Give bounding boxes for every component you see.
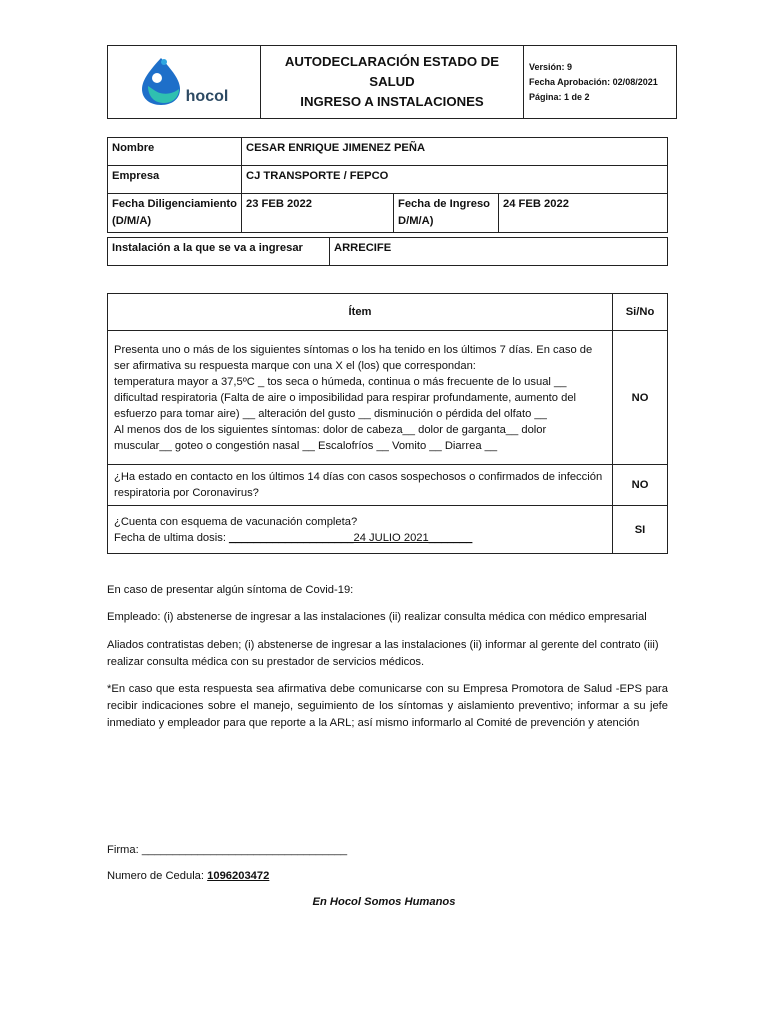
hocol-logo	[140, 56, 229, 106]
empresa-value: CJ TRANSPORTE / FEPCO	[242, 166, 668, 194]
fecha-ing-label-2: D/M/A)	[398, 215, 434, 227]
fecha-diligenciamiento-label	[108, 194, 242, 233]
item-3-text	[108, 506, 613, 554]
fecha-diligenciamiento-value: 23 FEB 2022	[242, 194, 394, 233]
contratistas-instructions: Aliados contratistas deben; (i) abstenerse de ingresar a las instalaciones (ii) informar al gerente del contrato (iii) realizar consulta médica con su prestador de servicios médicos.	[107, 639, 659, 668]
item-1-line: dificultad respiratoria (Falta de aire o imposibilidad para respirar profundamente, aumento del	[114, 391, 577, 404]
item-1-answer: NO	[613, 331, 668, 465]
item-3-answer: SI	[613, 506, 668, 554]
item-1-line: esfuerzo para tomar aire) __ alteración del gusto __ disminución o pérdida del olfato __	[114, 407, 547, 420]
instalacion-table	[107, 237, 668, 266]
item-1-line: muscular__ goteo o congestión nasal __ Escalofríos __ Vomito __ Diarrea __	[114, 439, 498, 452]
item-2-line: ¿Ha estado en contacto en los últimos 14 días con casos sospechosos o confirmados de infección	[114, 471, 603, 483]
hocol-drop-icon	[140, 56, 182, 106]
document-meta	[524, 46, 677, 119]
logo-cell	[108, 46, 261, 119]
table-row	[108, 506, 668, 554]
page-number: Página: 1 de 2	[529, 91, 590, 102]
item-1-line: Presenta uno o más de los siguientes síntomas o los ha tenido en los últimos 7 días. En caso de	[114, 343, 593, 356]
nombre-label: Nombre	[108, 138, 242, 166]
table-row	[108, 465, 668, 506]
fecha-dil-label-1: Fecha Diligenciamiento	[112, 198, 237, 210]
firma-label: Firma:	[107, 844, 142, 856]
firma-line: _________________________________	[141, 844, 348, 856]
dose-label: Fecha de ultima dosis:	[114, 531, 230, 544]
item-1-line: Al menos dos de los siguientes síntomas: dolor de cabeza__ dolor de garganta__ dolor	[114, 423, 547, 436]
cedula-label: Numero de Cedula:	[107, 870, 208, 882]
col-sino-header: Si/No	[613, 294, 668, 331]
logo-text: hocol	[185, 87, 229, 105]
instalacion-label: Instalación a la que se va a ingresar	[108, 238, 330, 266]
item-2-text	[108, 465, 613, 506]
items-table	[107, 293, 668, 554]
header-table	[107, 45, 677, 119]
instalacion-value: ARRECIFE	[330, 238, 668, 266]
table-row	[108, 331, 668, 465]
item-2-answer: NO	[613, 465, 668, 506]
empleado-instructions: Empleado: (i) abstenerse de ingresar a las instalaciones (ii) realizar consulta médica con médico empresarial	[107, 611, 647, 623]
fecha-ing-label-1: Fecha de Ingreso	[398, 198, 491, 210]
item-1-line: temperatura mayor a 37,5ºC _ tos seca o húmeda, continua o más frecuente de lo usual __	[114, 375, 567, 388]
firma-row	[107, 842, 668, 859]
cedula-value: 1096203472	[207, 870, 270, 882]
info-table	[107, 137, 668, 233]
title-line-1: AUTODECLARACIÓN ESTADO DE SALUD	[284, 54, 500, 89]
col-item-header: Ítem	[108, 294, 613, 331]
fecha-ingreso-label	[394, 194, 499, 233]
item-3-line: ¿Cuenta con esquema de vacunación completa?	[114, 515, 358, 528]
document-title	[261, 46, 524, 119]
empresa-label: Empresa	[108, 166, 242, 194]
covid-intro: En caso de presentar algún síntoma de Covid-19:	[107, 584, 354, 596]
nombre-value: CESAR ENRIQUE JIMENEZ PEÑA	[242, 138, 668, 166]
item-3-dose	[114, 530, 606, 546]
dose-value: ____________________24 JULIO 2021_______	[229, 531, 473, 544]
fecha-dil-label-2: (D/M/A)	[112, 215, 152, 227]
title-line-2: INGRESO A INSTALACIONES	[300, 94, 484, 109]
item-1-line: ser afirmativa su respuesta marque con una X el (los) que correspondan:	[114, 359, 476, 372]
footer-slogan: En Hocol Somos Humanos	[312, 896, 456, 908]
fecha-ingreso-value: 24 FEB 2022	[499, 194, 668, 233]
item-1-text	[108, 331, 613, 465]
item-2-line: respiratoria por Coronavirus?	[114, 487, 259, 499]
cedula-row	[107, 868, 668, 885]
eps-notice: *En caso que esta respuesta sea afirmativa debe comunicarse con su Empresa Promotora de Salud -EPS para recibir indicaciones sobre el manejo, seguimiento de los síntomas y aislamiento preventivo; informar a su jefe inmediato y empleador para que reporte a la ARL; así mismo informarlo al Comité de prevención y atención	[107, 683, 668, 729]
version: Versión: 9	[529, 61, 573, 72]
approval-date: Fecha Aprobación: 02/08/2021	[529, 76, 658, 87]
